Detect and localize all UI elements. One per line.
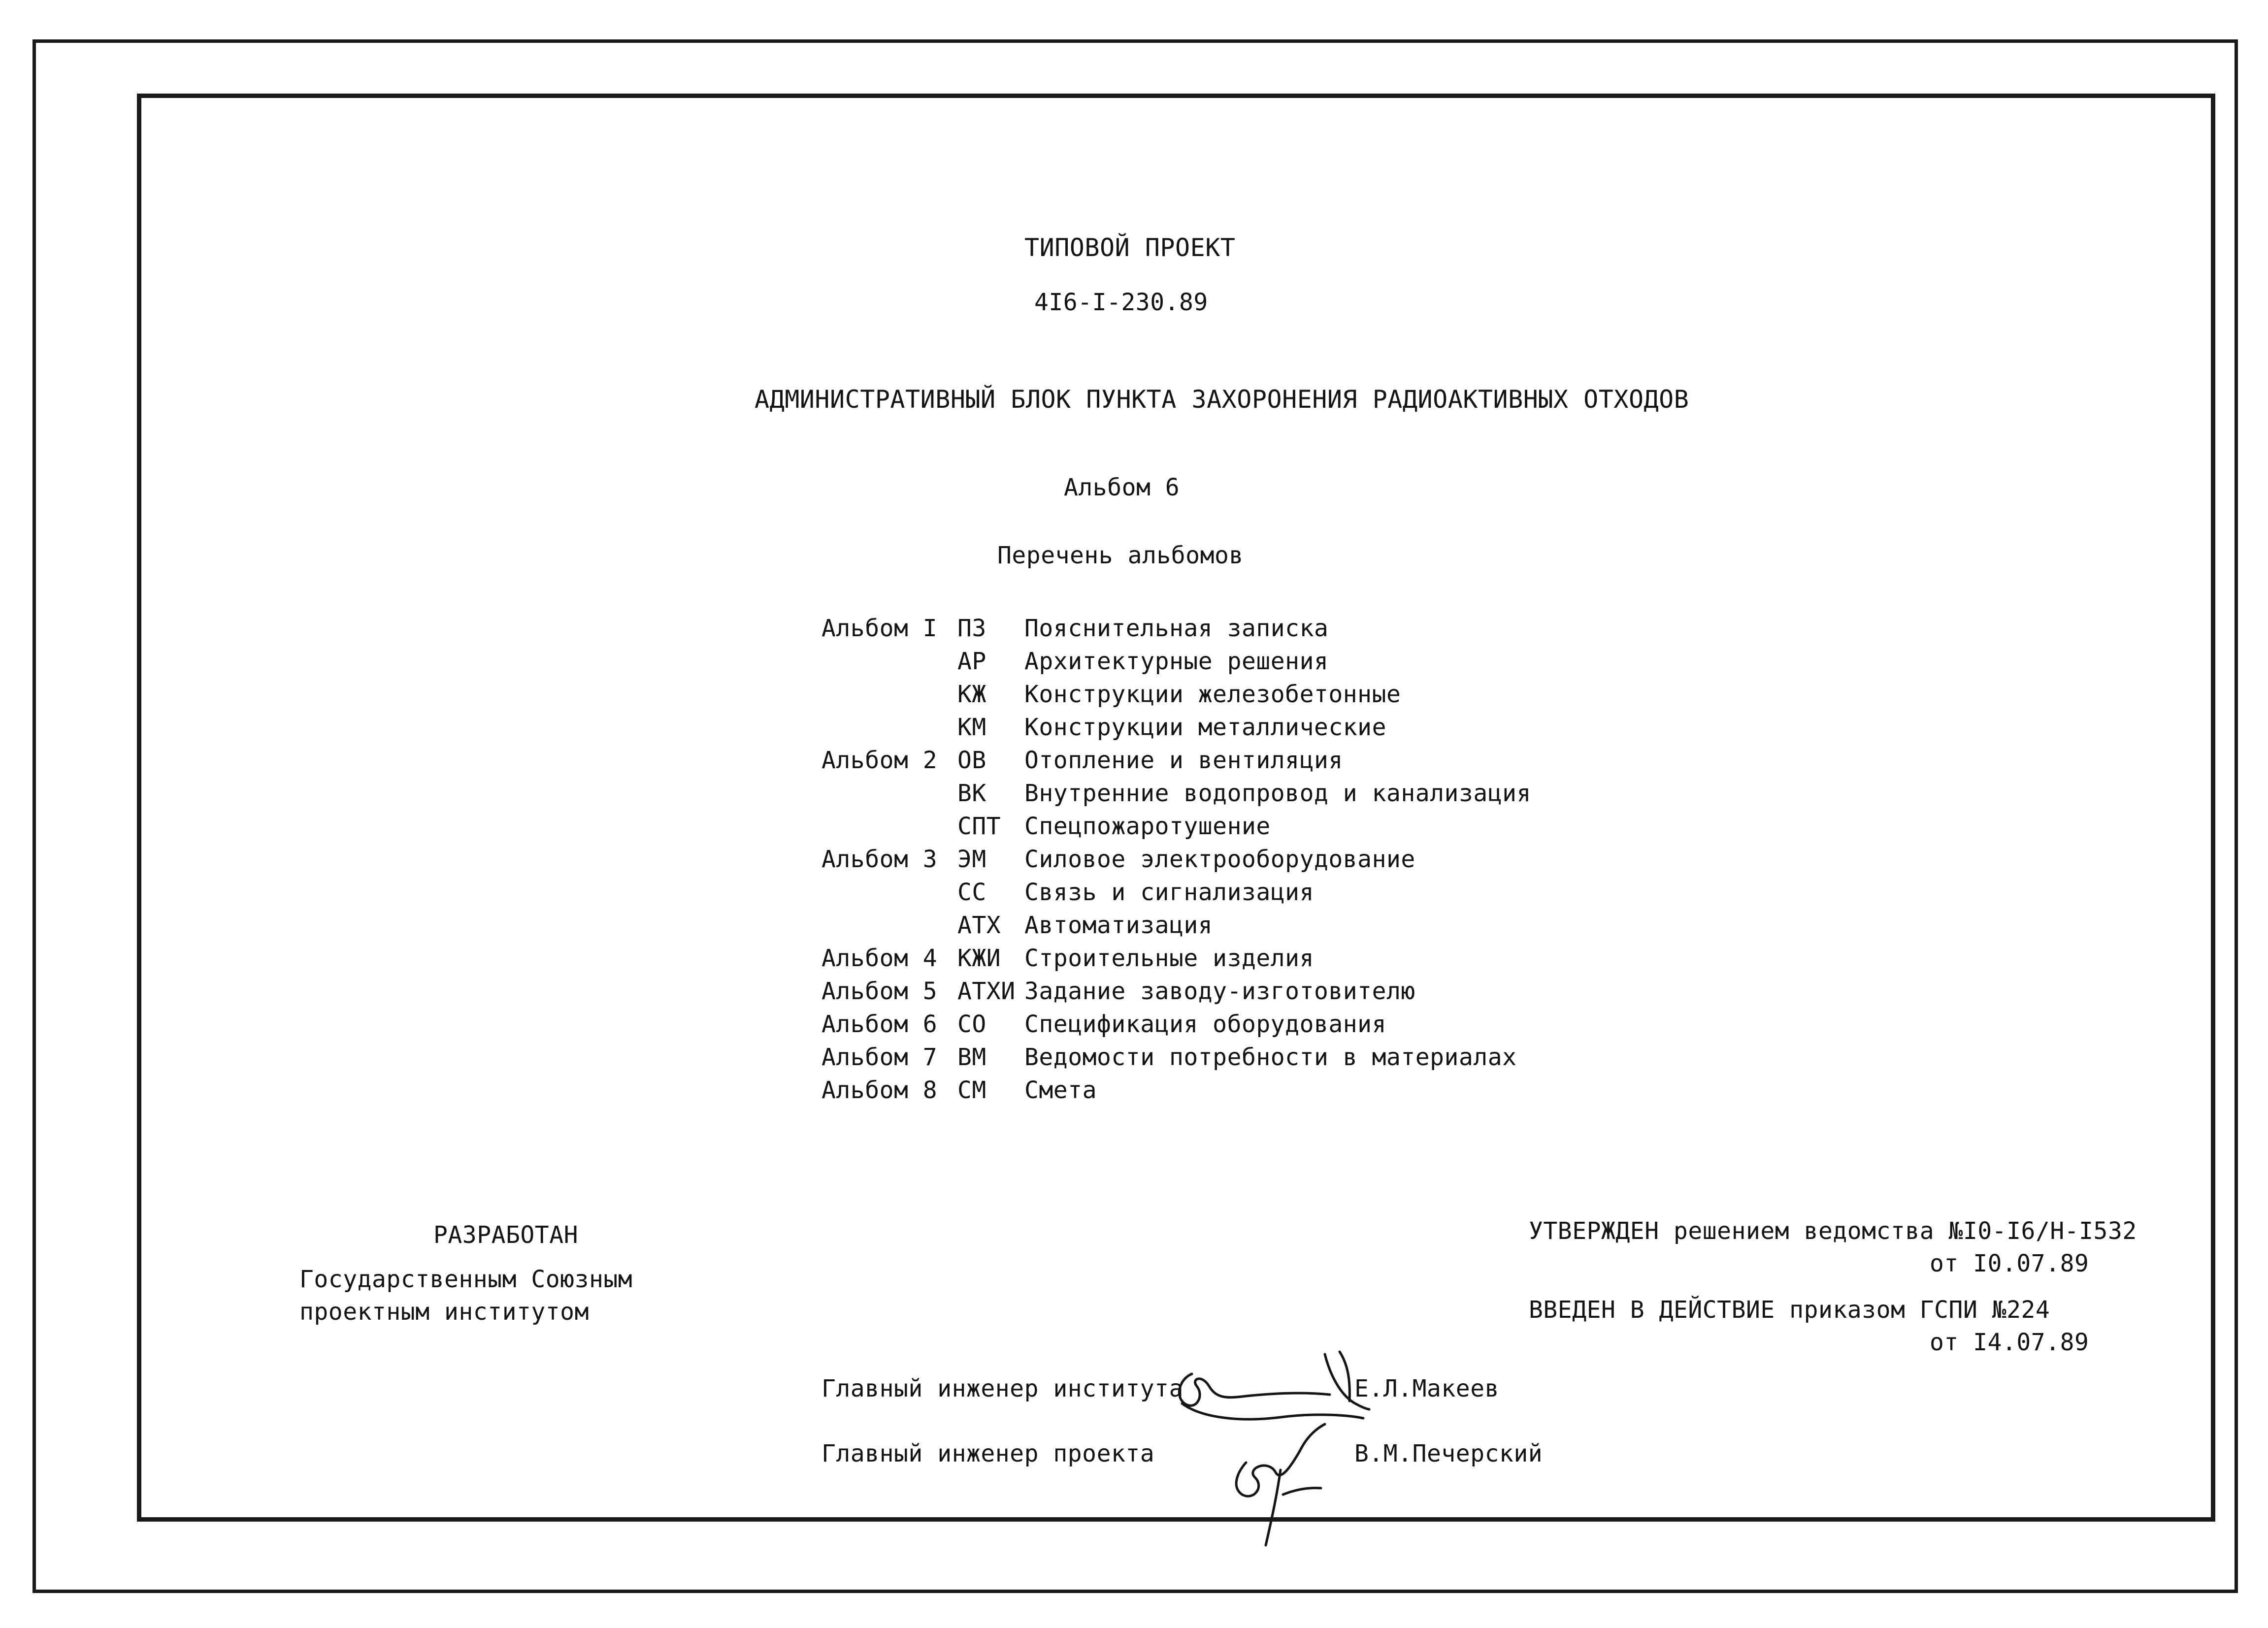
album-label: Альбом 3 [822, 846, 938, 873]
signature-makeev [1179, 1352, 1369, 1419]
section-code: КЖ [957, 681, 986, 708]
signature-pechersky [1236, 1424, 1325, 1545]
section-title: Строительные изделия [1024, 944, 1314, 972]
section-code: ВМ [957, 1043, 986, 1071]
section-title: Связь и сигнализация [1024, 879, 1314, 906]
section-title: Внутренние водопровод и канализация [1024, 780, 1531, 807]
approval-text: УТВЕРЖДЕН решением ведомства №I0-I6/Н-I532 [1529, 1217, 2137, 1245]
project-code: 4I6-I-230.89 [1034, 289, 1208, 316]
section-code: СПТ [957, 813, 1001, 840]
chief-engineer-institute-label: Главный инженер института [822, 1375, 1183, 1402]
chief-engineer-institute-name: Е.Л.Макеев [1354, 1375, 1499, 1402]
developer-line-1: Государственным Союзным [299, 1266, 633, 1293]
album-label: Альбом 8 [822, 1076, 938, 1104]
section-title: Ведомости потребности в материалах [1024, 1043, 1517, 1071]
section-code: АТХ [957, 912, 1001, 939]
section-code: СМ [957, 1076, 986, 1104]
section-code: КЖИ [957, 944, 1001, 972]
section-title: Спецпожаротушение [1024, 813, 1271, 840]
enactment-date: от I4.07.89 [1930, 1329, 2089, 1356]
section-title: Смета [1024, 1076, 1097, 1104]
approval-date: от I0.07.89 [1930, 1250, 2089, 1277]
section-code: ВК [957, 780, 986, 807]
album-label: Альбом 6 [822, 1010, 938, 1038]
section-code: СО [957, 1010, 986, 1038]
album-label: Альбом 2 [822, 747, 938, 774]
enactment-text: ВВЕДЕН В ДЕЙСТВИЕ приказом ГСПИ №224 [1529, 1296, 2050, 1324]
album-label: Альбом I [822, 615, 938, 642]
developer-line-2: проектным институтом [299, 1298, 589, 1326]
section-title: Конструкции металлические [1024, 714, 1386, 741]
album-label: Альбом 5 [822, 977, 938, 1005]
section-title: Задание заводу-изготовителю [1024, 977, 1415, 1005]
project-heading: АДМИНИСТРАТИВНЫЙ БЛОК ПУНКТА ЗАХОРОНЕНИЯ РАДИОАКТИВНЫХ ОТХОДОВ [755, 385, 1689, 414]
section-code: ЭМ [957, 846, 986, 873]
section-code: КМ [957, 714, 986, 741]
section-title: Архитектурные решения [1024, 648, 1329, 675]
section-title: Пояснительная записка [1024, 615, 1329, 642]
chief-engineer-project-name: В.М.Печерский [1354, 1440, 1543, 1467]
chief-engineer-project-label: Главный инженер проекта [822, 1440, 1155, 1467]
document-type: ТИПОВОЙ ПРОЕКТ [1024, 233, 1236, 262]
album-number: Альбом 6 [1064, 474, 1180, 501]
section-title: Отопление и вентиляция [1024, 747, 1343, 774]
section-code: ОВ [957, 747, 986, 774]
section-code: ПЗ [957, 615, 986, 642]
section-title: Автоматизация [1024, 912, 1213, 939]
albums-list-title: Перечень альбомов [997, 542, 1244, 569]
section-title: Силовое электрооборудование [1024, 846, 1415, 873]
section-code: АР [957, 648, 986, 675]
section-code: СС [957, 879, 986, 906]
section-code: АТХИ [957, 977, 1016, 1005]
section-title: Спецификация оборудования [1024, 1010, 1386, 1038]
section-title: Конструкции железобетонные [1024, 681, 1401, 708]
album-label: Альбом 7 [822, 1043, 938, 1071]
album-label: Альбом 4 [822, 944, 938, 972]
developer-label: РАЗРАБОТАН [433, 1221, 578, 1249]
